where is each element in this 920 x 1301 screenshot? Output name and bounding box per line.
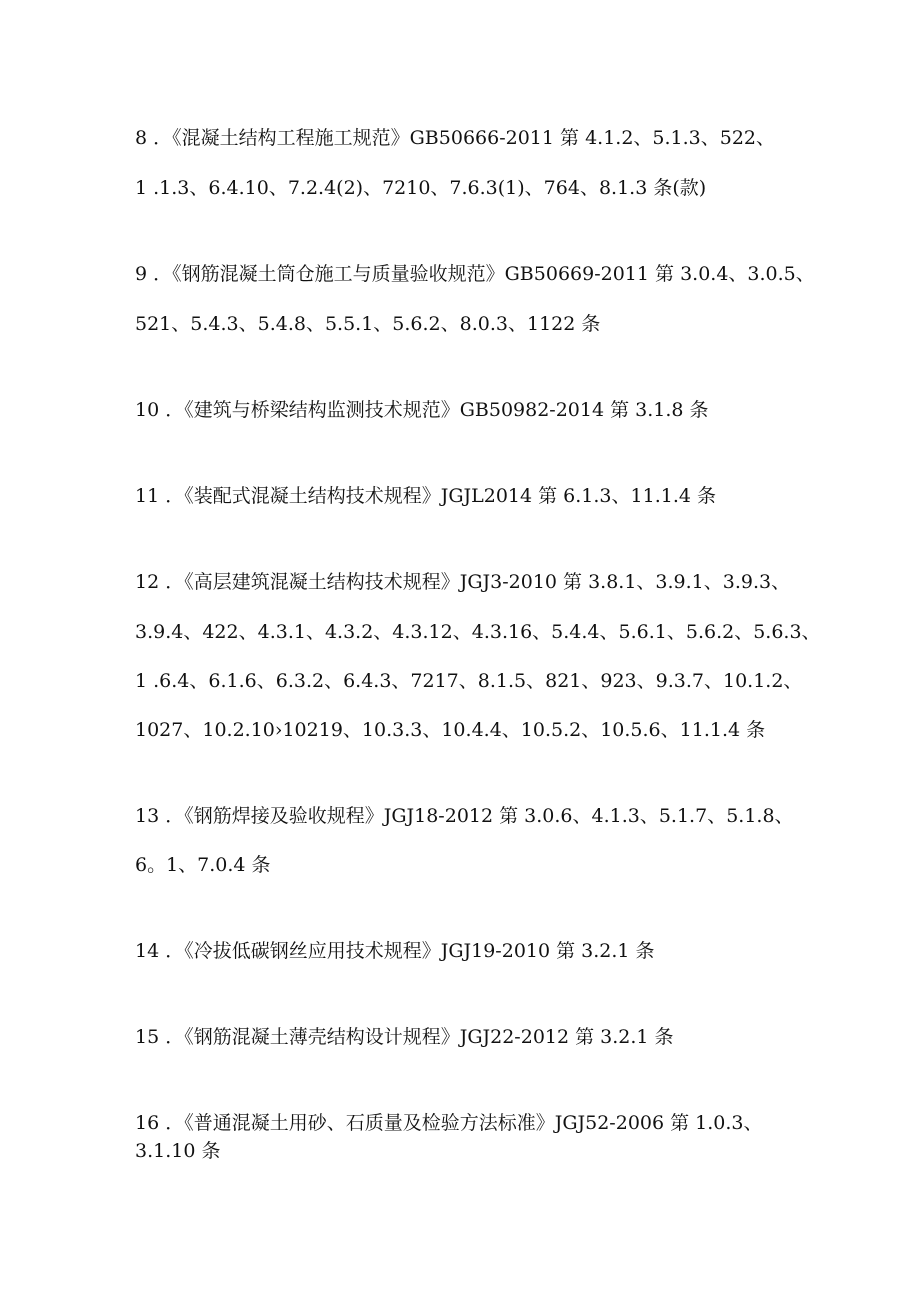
entry-8-line-2: 1 .1.3、6.4.10、7.2.4(2)、7210、7.6.3(1)、764、8.1.3 条(款) xyxy=(135,177,707,199)
entry-9-line-1: 9 ．《钢筋混凝土筒仓施工与质量验收规范》GB50669-2011 第 3.0.4、3.0.5、 xyxy=(135,263,815,285)
entry-11-line-1: 11 ．《装配式混凝土结构技术规程》JGJL2014 第 6.1.3、11.1.4 条 xyxy=(135,485,716,507)
entry-8-line-1: 8 ．《混凝土结构工程施工规范》GB50666-2011 第 4.1.2、5.1.3、522、 xyxy=(135,127,776,149)
entry-14-line-1: 14 ．《冷拔低碳钢丝应用技术规程》JGJ19-2010 第 3.2.1 条 xyxy=(135,940,655,962)
entry-12-line-2: 3.9.4、422、4.3.1、4.3.2、4.3.12、4.3.16、5.4.4、5.6.1、5.6.2、5.6.3、 xyxy=(135,621,821,643)
entry-15-line-1: 15 ．《钢筋混凝土薄壳结构设计规程》JGJ22-2012 第 3.2.1 条 xyxy=(135,1026,674,1048)
entry-12-line-3: 1 .6.4、6.1.6、6.3.2、6.4.3、7217、8.1.5、821、923、9.3.7、10.1.2、 xyxy=(135,670,803,692)
entry-9-line-2: 521、5.4.3、5.4.8、5.5.1、5.6.2、8.0.3、1122 条 xyxy=(135,313,601,335)
entry-12-line-1: 12 ．《高层建筑混凝土结构技术规程》JGJ3-2010 第 3.8.1、3.9.1、3.9.3、 xyxy=(135,571,791,593)
entry-16-line-1: 16 ．《普通混凝土用砂、石质量及检验方法标准》JGJ52-2006 第 1.0.3、 xyxy=(135,1112,763,1134)
entry-16-line-2: 3.1.10 条 xyxy=(135,1140,221,1162)
entry-13-line-1: 13 ．《钢筋焊接及验收规程》JGJ18-2012 第 3.0.6、4.1.3、5.1.7、5.1.8、 xyxy=(135,805,794,827)
entry-10-line-1: 10 ．《建筑与桥梁结构监测技术规范》GB50982-2014 第 3.1.8 条 xyxy=(135,399,709,421)
entry-12-line-4: 1027、10.2.10›10219、10.3.3、10.4.4、10.5.2、10.5.6、11.1.4 条 xyxy=(135,719,766,741)
entry-13-line-2: 6。1、7.0.4 条 xyxy=(135,854,271,876)
